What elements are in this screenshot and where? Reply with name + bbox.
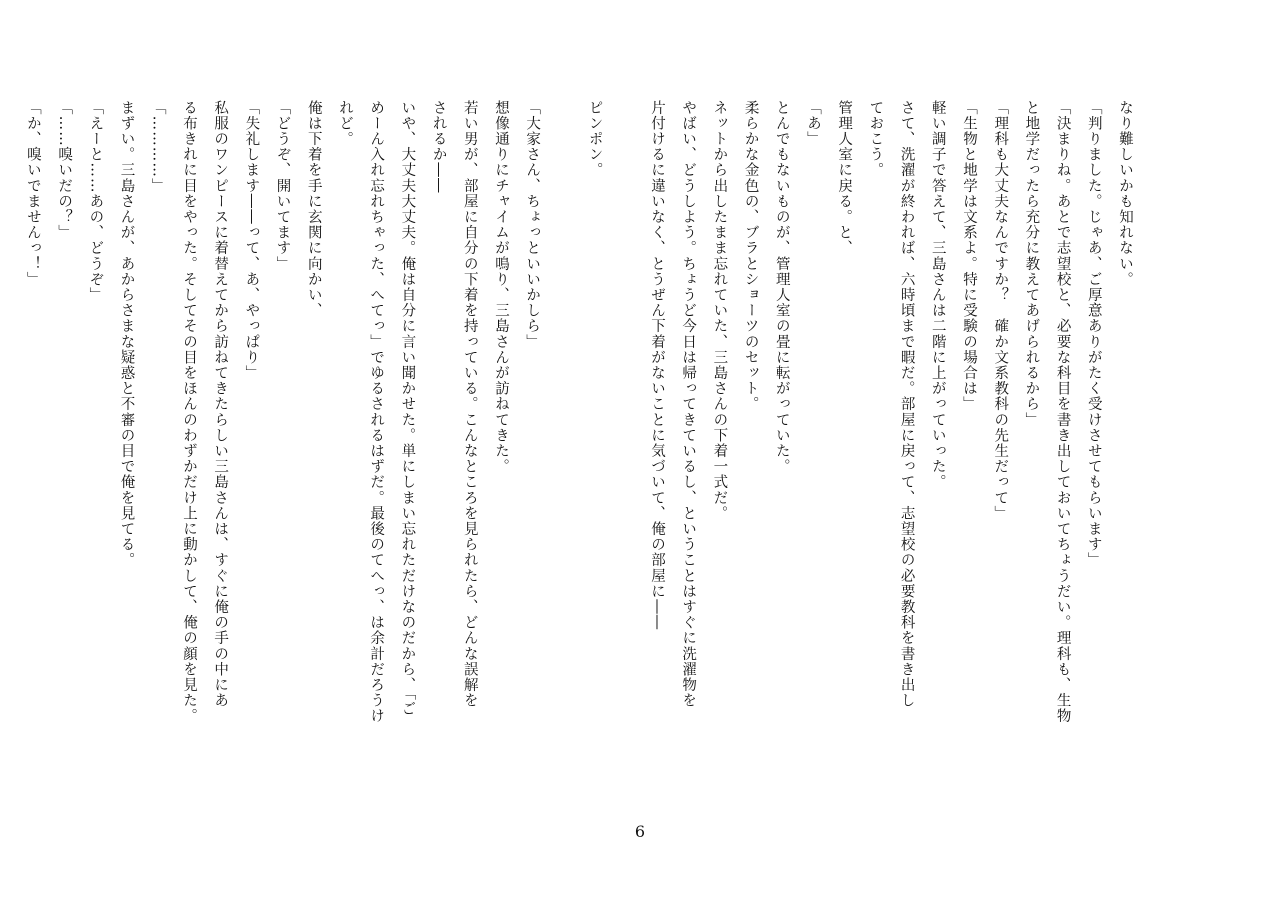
text-line: 「あ」 [804,100,821,147]
blank-line [610,100,641,840]
text-line: 私服のワンピースに着替えてから訪ねてきたらしい三島さんは、すぐに俺の手の中にあ [212,100,229,709]
text-line: 管理人室に戻る。と、 [836,100,853,256]
text-line: 「どうぞ、開いてます」 [274,100,291,272]
text-line: る布きれに目をやった。そしてその目をほんのわずかだけ上に動かして、俺の顔を見た。 [180,100,197,724]
text-line: 「えーと……あの、どうぞ」 [87,100,104,303]
text-line: いや、大丈夫大丈夫。俺は自分に言い聞かせた。単にしまい忘れただけなのだから、「ご [399,100,416,717]
text-line: 「……嗅いだの？」 [56,100,73,241]
text-line: ておこう。 [867,100,884,178]
text-line: まずい。三島さんが、あからさまな疑惑と不審の目で俺を見てる。 [118,100,135,568]
text-line: 「大家さん、ちょっといいかしら」 [524,100,541,350]
text-line: 「失礼します――って、あ、やっぱり」 [243,100,260,381]
text-line: ピンポン。 [586,100,603,178]
text-line: 若い男が、部屋に自分の下着を持っている。こんなところを見られたら、どんな誤解を [461,100,478,709]
text-line: さて、洗濯が終われば、六時頃まで暇だ。部屋に戻って、志望校の必要教科を書き出し [898,100,915,709]
text-line: 「決まりね。あとで志望校と、必要な科目を書き出しておいてちょうだい。理科も、生物 [1054,100,1071,724]
text-line: されるか―― [430,100,447,194]
text-line: 「判りました。じゃあ、ご厚意ありがたく受けさせてもらいます」 [1085,100,1102,568]
text-line: 柔らかな金色の、ブラとショーツのセット。 [742,100,759,412]
text-line: と地学だったら充分に教えてあげられるから」 [1023,100,1040,428]
text-line: ネットから出したまま忘れていた、三島さんの下着一式だ。 [711,100,728,522]
text-line: 「生物と地学は文系よ。特に受験の場合は」 [960,100,977,412]
text-line: 想像通りにチャイムが鳴り、三島さんが訪ねてきた。 [492,100,509,475]
text-line: めーん入れ忘れちゃった、へてっ」でゆるされるはずだ。最後のてへっ、は余計だろうけ [368,100,385,724]
text-line: 「…………」 [149,100,166,194]
text-line: 「理科も大丈夫なんですか？ 確か文系教科の先生だって」 [992,100,1009,522]
blank-line [547,100,578,840]
text-line: 「か、嗅いでませんっ！」 [24,100,41,288]
text-line: とんでもないものが、管理人室の畳に転がっていた。 [773,100,790,475]
text-line: 軽い調子で答えて、三島さんは二階に上がっていった。 [929,100,946,490]
body-text [24,100,1140,840]
text-line: やばい、どうしよう。ちょうど今日は帰ってきているし、ということはすぐに洗濯物を [680,100,697,709]
text-line: 俺は下着を手に玄関に向かい、 [305,100,322,319]
page-number: 6 [634,822,646,841]
text-line: れど。 [336,100,353,147]
text-line: 片付けるに違いなく、とうぜん下着がないことに気づいて、俺の部屋に―― [648,100,665,631]
text-line: なり難しいかも知れない。 [1117,100,1133,288]
